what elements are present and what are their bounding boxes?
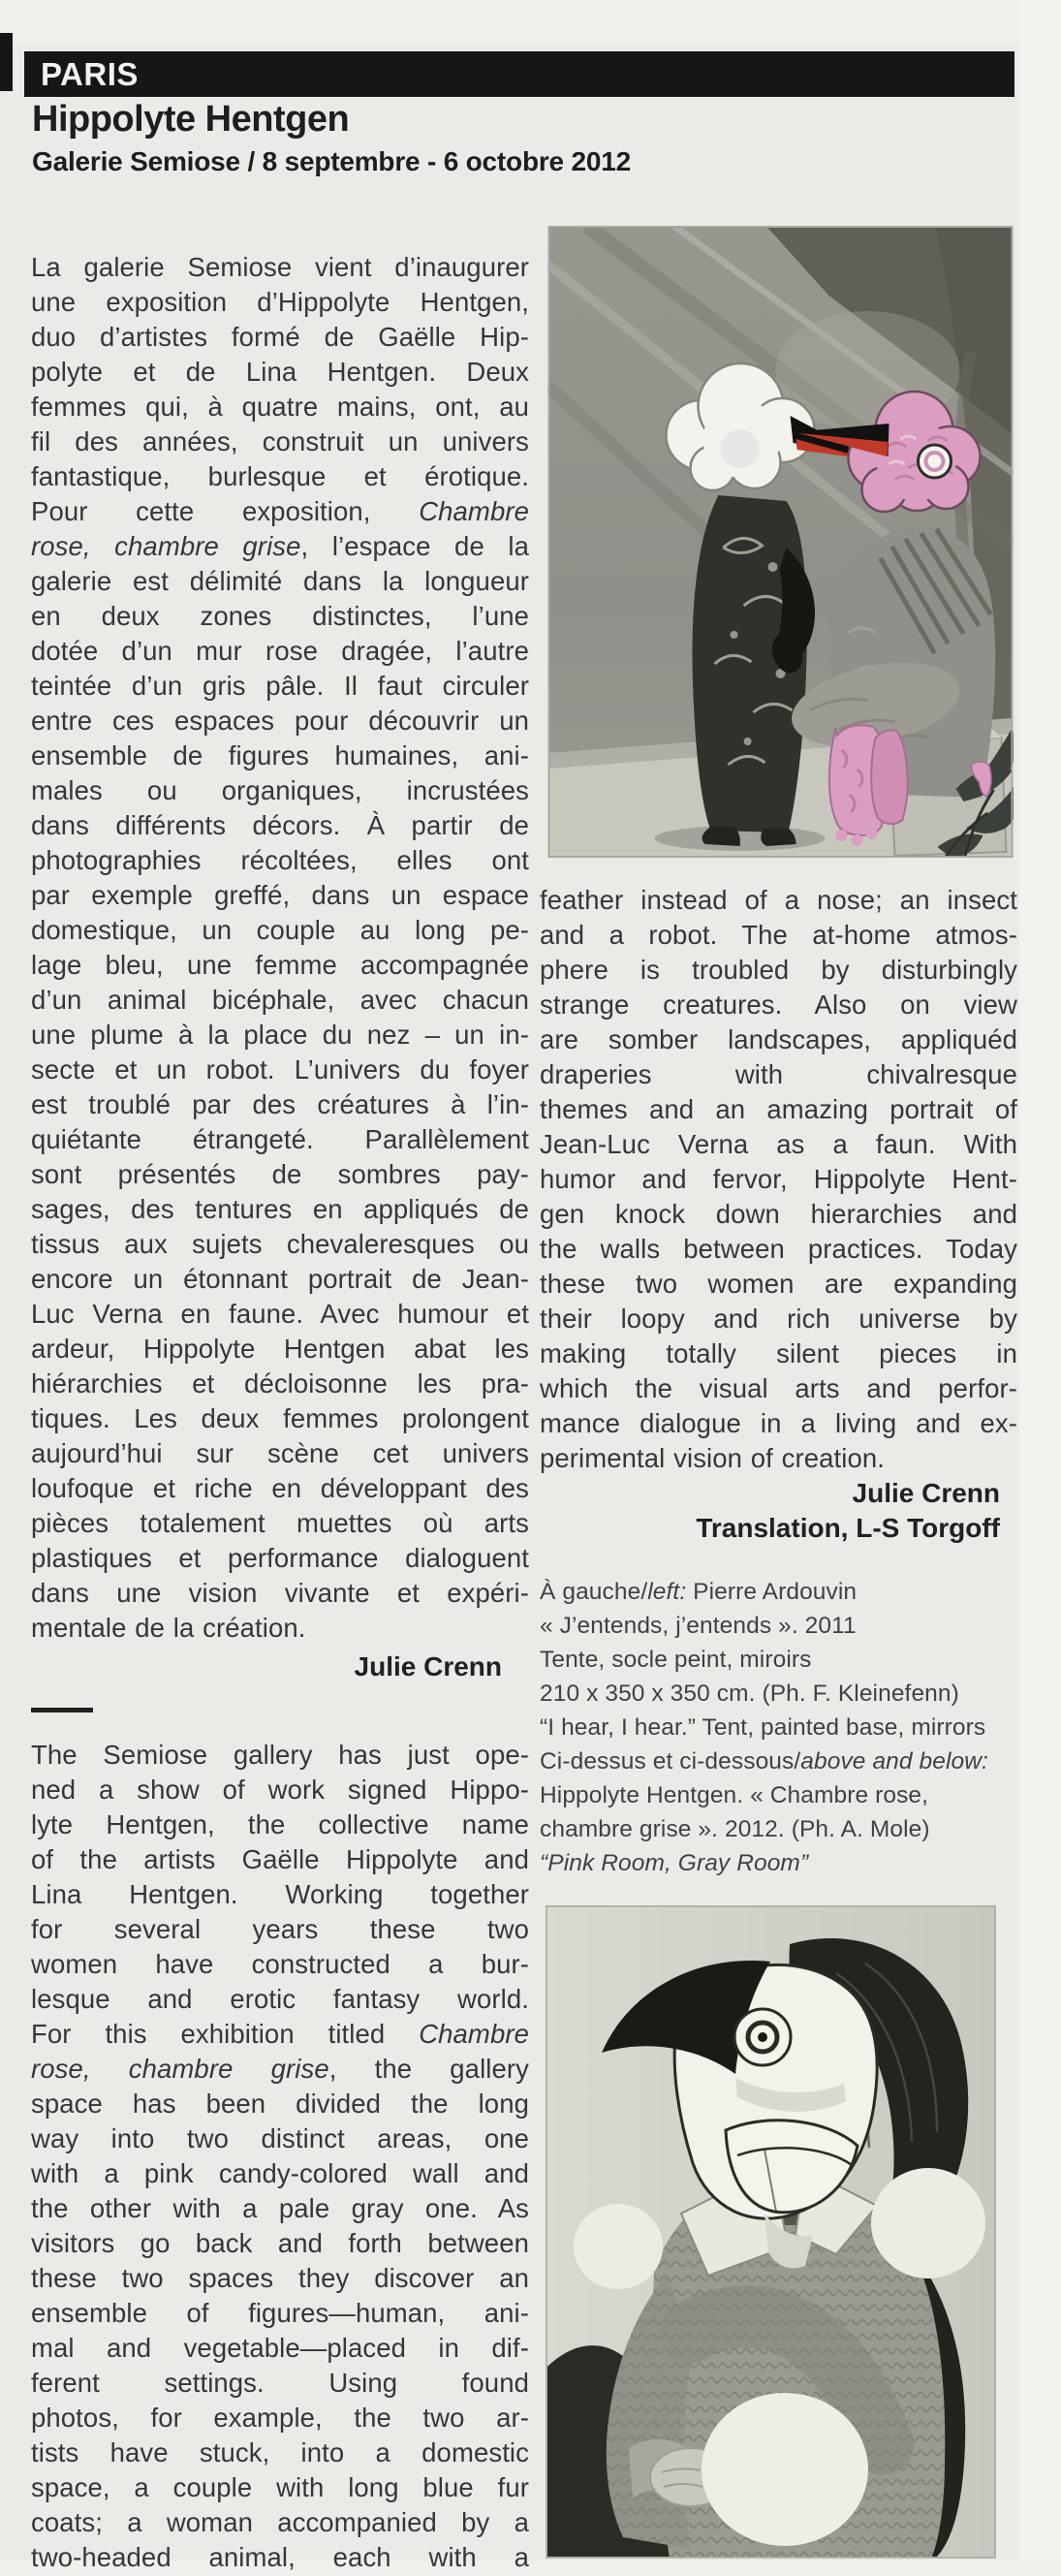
text-line: duo d’artistes formé de Gaëlle Hip- bbox=[31, 322, 529, 352]
text-line: For this exhibition titled Chambre bbox=[31, 2019, 529, 2049]
text-line: chambre grise ». 2012. (Ph. A. Mole) bbox=[540, 1816, 930, 1842]
text-line: loufoque et riche en développant des bbox=[31, 1473, 529, 1503]
text-line: coats; a woman accompanied by a bbox=[31, 2507, 529, 2537]
text-line: for several years these two bbox=[31, 1914, 529, 1944]
text-line: the other with a pale gray one. As bbox=[31, 2193, 529, 2223]
text-line: domestique, un couple au long pe- bbox=[31, 915, 529, 945]
page-right-margin bbox=[1019, 0, 1061, 2576]
text-line: gen knock down hierarchies and bbox=[540, 1199, 1017, 1229]
section-header-bar bbox=[24, 51, 1014, 97]
text-line: dotée d’un mur rose dragée, l’autre bbox=[31, 636, 529, 666]
exhibition-photo-bird-figures bbox=[547, 226, 1014, 858]
text-line: ardeur, Hippolyte Hentgen abat les bbox=[31, 1334, 529, 1364]
text-line: the walls between practices. Today bbox=[540, 1234, 1017, 1264]
text-line: which the visual arts and perfor- bbox=[540, 1373, 1017, 1403]
text-line: of the artists Gaëlle Hippolyte and bbox=[31, 1844, 529, 1874]
text-line: À gauche/left: Pierre Ardouvin bbox=[540, 1579, 858, 1605]
text-line: Ci-dessus et ci-dessous/above and below: bbox=[540, 1748, 988, 1775]
text-line: and a robot. The at-home atmos- bbox=[540, 920, 1017, 950]
text-line: femmes qui, à quatre mains, ont, au bbox=[31, 392, 529, 422]
text-line: par exemple greffé, dans un espace bbox=[31, 880, 529, 910]
text-line: dans une vision vivante et expéri- bbox=[31, 1578, 529, 1608]
french-byline: Julie Crenn bbox=[354, 1651, 502, 1681]
text-line: encore un étonnant portrait de Jean- bbox=[31, 1264, 529, 1294]
photo-captions bbox=[540, 1575, 1017, 1880]
text-line: are somber landscapes, appliquéd bbox=[540, 1024, 1017, 1054]
text-line: est troublé par des créatures à l’in- bbox=[31, 1089, 529, 1119]
text-line: galerie est délimité dans la longueur bbox=[31, 566, 529, 596]
gallery-dates-subtitle: Galerie Semiose / 8 septembre - 6 octobre 2012 bbox=[32, 146, 631, 176]
text-line: making totally silent pieces in bbox=[540, 1338, 1017, 1368]
text-line: photographies récoltées, elles ont bbox=[31, 845, 529, 875]
text-line: visitors go back and forth between bbox=[31, 2228, 529, 2258]
text-line: these two spaces they discover an bbox=[31, 2263, 529, 2293]
text-line: space has been divided the long bbox=[31, 2089, 529, 2119]
text-line: rose, chambre grise, l’espace de la bbox=[31, 531, 529, 561]
text-line: mentale de la création. bbox=[31, 1613, 306, 1643]
section-label: PARIS bbox=[41, 55, 139, 92]
text-line: quiétante étrangeté. Parallèlement bbox=[31, 1124, 529, 1154]
text-line: Pour cette exposition, Chambre bbox=[31, 496, 529, 526]
page-title: Hippolyte Hentgen bbox=[32, 99, 350, 140]
text-line: « J’entends, j’entends ». 2011 bbox=[540, 1613, 857, 1639]
text-line: Luc Verna en faune. Avec humour et bbox=[31, 1299, 529, 1329]
text-line: way into two distinct areas, one bbox=[31, 2123, 529, 2153]
text-line: “Pink Room, Gray Room” bbox=[540, 1850, 809, 1876]
text-line: perimental vision of creation. bbox=[540, 1443, 886, 1473]
text-line: une exposition d’Hippolyte Hentgen, bbox=[31, 287, 529, 317]
text-line: sages, des tentures en appliqués de bbox=[31, 1194, 529, 1224]
spine-black-mark bbox=[0, 33, 13, 91]
text-line: Lina Hentgen. Working together bbox=[31, 1879, 529, 1909]
text-line: fil des années, construit un univers bbox=[31, 426, 529, 456]
french-article-text bbox=[31, 250, 529, 1646]
white-eye bbox=[919, 445, 952, 478]
text-line: pièces totalement muettes où arts bbox=[31, 1508, 529, 1538]
text-line: The Semiose gallery has just ope- bbox=[31, 1740, 529, 1770]
right-column bbox=[540, 226, 1017, 2559]
english-article-text-part1 bbox=[31, 1738, 529, 2575]
text-line: tiques. Les deux femmes prolongent bbox=[31, 1403, 529, 1433]
english-article-text-part2 bbox=[540, 883, 1017, 1476]
text-line: draperies with chivalresque bbox=[540, 1059, 1017, 1089]
text-line: with a pink candy-colored wall and bbox=[31, 2158, 529, 2188]
text-line: lesque and erotic fantasy world. bbox=[31, 1984, 529, 2014]
text-line: hiérarchies et décloisonne les pra- bbox=[31, 1368, 529, 1398]
text-line: Tente, socle peint, miroirs bbox=[540, 1647, 812, 1673]
text-line: d’un animal bicéphale, avec chacun bbox=[31, 985, 529, 1015]
text-line: photos, for example, the two ar- bbox=[31, 2403, 529, 2433]
text-line: aujourd’hui sur scène cet univers bbox=[31, 1438, 529, 1468]
text-line: space, a couple with long blue fur bbox=[31, 2472, 529, 2502]
text-line: polyte et de Lina Hentgen. Deux bbox=[31, 357, 529, 387]
text-line: strange creatures. Also on view bbox=[540, 990, 1017, 1020]
text-line: secte et un robot. L’univers du foyer bbox=[31, 1054, 529, 1084]
text-line: ned a show of work signed Hippo- bbox=[31, 1775, 529, 1805]
text-line: dans différents décors. À partir de bbox=[31, 810, 529, 840]
text-line: ensemble de figures humaines, ani- bbox=[31, 740, 529, 770]
text-line: these two women are expanding bbox=[540, 1269, 1017, 1299]
text-line: mance dialogue in a living and ex- bbox=[540, 1408, 1017, 1438]
section-divider-rule bbox=[31, 1708, 93, 1712]
text-line: lyte Hentgen, the collective name bbox=[31, 1809, 529, 1839]
text-line: phere is troubled by disturbingly bbox=[540, 955, 1017, 985]
bird-mask-child-photo bbox=[546, 1905, 996, 2559]
text-line: teintée d’un gris pâle. Il faut circuler bbox=[31, 671, 529, 701]
english-byline: Julie Crenn bbox=[852, 1478, 1000, 1508]
text-line: tissus aux sujets chevaleresques ou bbox=[31, 1229, 529, 1259]
translation-credit: Translation, L-S Torgoff bbox=[696, 1513, 1000, 1543]
text-line: males ou organiques, incrustées bbox=[31, 775, 529, 805]
text-line: “I hear, I hear.” Tent, painted base, mirrors bbox=[540, 1714, 986, 1741]
text-line: their loopy and rich universe by bbox=[540, 1304, 1017, 1334]
text-line: sont présentés de sombres pay- bbox=[31, 1159, 529, 1189]
text-line: two-headed animal, each with a bbox=[31, 2542, 529, 2572]
text-line: ensemble of figures—human, ani- bbox=[31, 2298, 529, 2328]
text-line: rose, chambre grise, the gallery bbox=[31, 2054, 529, 2084]
text-line: feather instead of a nose; an insect bbox=[540, 885, 1017, 915]
text-line: fantastique, burlesque et érotique. bbox=[31, 461, 529, 491]
text-line: une plume à la place du nez – un in- bbox=[31, 1020, 529, 1050]
text-line: humor and fervor, Hippolyte Hent- bbox=[540, 1164, 1017, 1194]
text-line: Hippolyte Hentgen. « Chambre rose, bbox=[540, 1782, 929, 1808]
text-line: ferent settings. Using found bbox=[31, 2368, 529, 2398]
text-line: lage bleu, une femme accompagnée bbox=[31, 950, 529, 980]
text-line: themes and an amazing portrait of bbox=[540, 1094, 1017, 1124]
pink-boot-back bbox=[871, 731, 908, 825]
text-line: en deux zones distinctes, l’une bbox=[31, 601, 529, 631]
text-line: women have constructed a bur- bbox=[31, 1949, 529, 1979]
text-line: entre ces espaces pour découvrir un bbox=[31, 706, 529, 736]
page-top-margin bbox=[0, 0, 1061, 43]
left-column bbox=[31, 250, 529, 2575]
text-line: tists have stuck, into a domestic bbox=[31, 2437, 529, 2467]
text-line: mal and vegetable—placed in dif- bbox=[31, 2333, 529, 2363]
text-line: La galerie Semiose vient d’inaugurer bbox=[31, 252, 529, 282]
text-line: plastiques et performance dialoguent bbox=[31, 1543, 529, 1573]
text-line: Jean-Luc Verna as a faun. With bbox=[540, 1129, 1017, 1159]
text-line: 210 x 350 x 350 cm. (Ph. F. Kleinefenn) bbox=[540, 1681, 959, 1707]
